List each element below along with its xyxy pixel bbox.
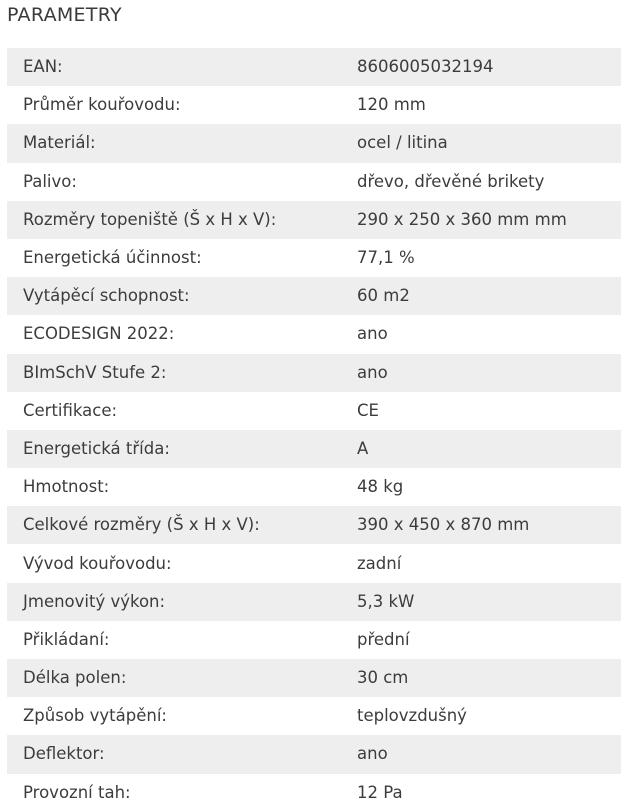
table-row: [7, 124, 621, 162]
table-row: [7, 659, 621, 697]
param-label: Certifikace:: [7, 392, 341, 430]
table-row: [7, 430, 621, 468]
param-value: 77,1 %: [341, 239, 621, 277]
param-label: Vytápěcí schopnost:: [7, 277, 341, 315]
param-value: ano: [341, 735, 621, 773]
param-value: 290 x 250 x 360 mm mm: [341, 201, 621, 239]
param-label: Energetická účinnost:: [7, 239, 341, 277]
param-label: Přikládaní:: [7, 621, 341, 659]
param-label: Vývod kouřovodu:: [7, 544, 341, 582]
table-row: [7, 506, 621, 544]
table-row: [7, 86, 621, 124]
param-value: 60 m2: [341, 277, 621, 315]
table-row: [7, 468, 621, 506]
param-label: Provozní tah:: [7, 774, 341, 812]
table-row: [7, 392, 621, 430]
table-row: [7, 354, 621, 392]
table-row: [7, 697, 621, 735]
table-row: [7, 583, 621, 621]
section-title: PARAMETRY: [7, 4, 122, 26]
table-row: [7, 201, 621, 239]
param-value: 5,3 kW: [341, 583, 621, 621]
param-label: Energetická třída:: [7, 430, 341, 468]
table-row: [7, 621, 621, 659]
param-value: 48 kg: [341, 468, 621, 506]
table-row: [7, 277, 621, 315]
param-label: Palivo:: [7, 163, 341, 201]
param-value: teplovzdušný: [341, 697, 621, 735]
table-row: [7, 48, 621, 86]
param-value: ano: [341, 315, 621, 353]
param-value: 390 x 450 x 870 mm: [341, 506, 621, 544]
table-row: [7, 774, 621, 812]
param-label: Způsob vytápění:: [7, 697, 341, 735]
param-value: ano: [341, 354, 621, 392]
param-label: Rozměry topeniště (Š x H x V):: [7, 201, 341, 239]
param-value: 12 Pa: [341, 774, 621, 812]
table-row: [7, 544, 621, 582]
param-value: 30 cm: [341, 659, 621, 697]
param-label: Průměr kouřovodu:: [7, 86, 341, 124]
table-row: [7, 163, 621, 201]
param-value: přední: [341, 621, 621, 659]
param-label: Hmotnost:: [7, 468, 341, 506]
table-row: [7, 735, 621, 773]
param-label: Deflektor:: [7, 735, 341, 773]
param-label: BImSchV Stufe 2:: [7, 354, 341, 392]
param-label: ECODESIGN 2022:: [7, 315, 341, 353]
param-label: Materiál:: [7, 124, 341, 162]
param-label: Jmenovitý výkon:: [7, 583, 341, 621]
param-value: 120 mm: [341, 86, 621, 124]
param-label: Délka polen:: [7, 659, 341, 697]
param-value: 8606005032194: [341, 48, 621, 86]
parameters-table: [7, 48, 621, 812]
param-value: CE: [341, 392, 621, 430]
table-row: [7, 315, 621, 353]
table-row: [7, 239, 621, 277]
param-value: ocel / litina: [341, 124, 621, 162]
param-value: dřevo, dřevěné brikety: [341, 163, 621, 201]
param-label: EAN:: [7, 48, 341, 86]
param-value: zadní: [341, 544, 621, 582]
param-value: A: [341, 430, 621, 468]
param-label: Celkové rozměry (Š x H x V):: [7, 506, 341, 544]
